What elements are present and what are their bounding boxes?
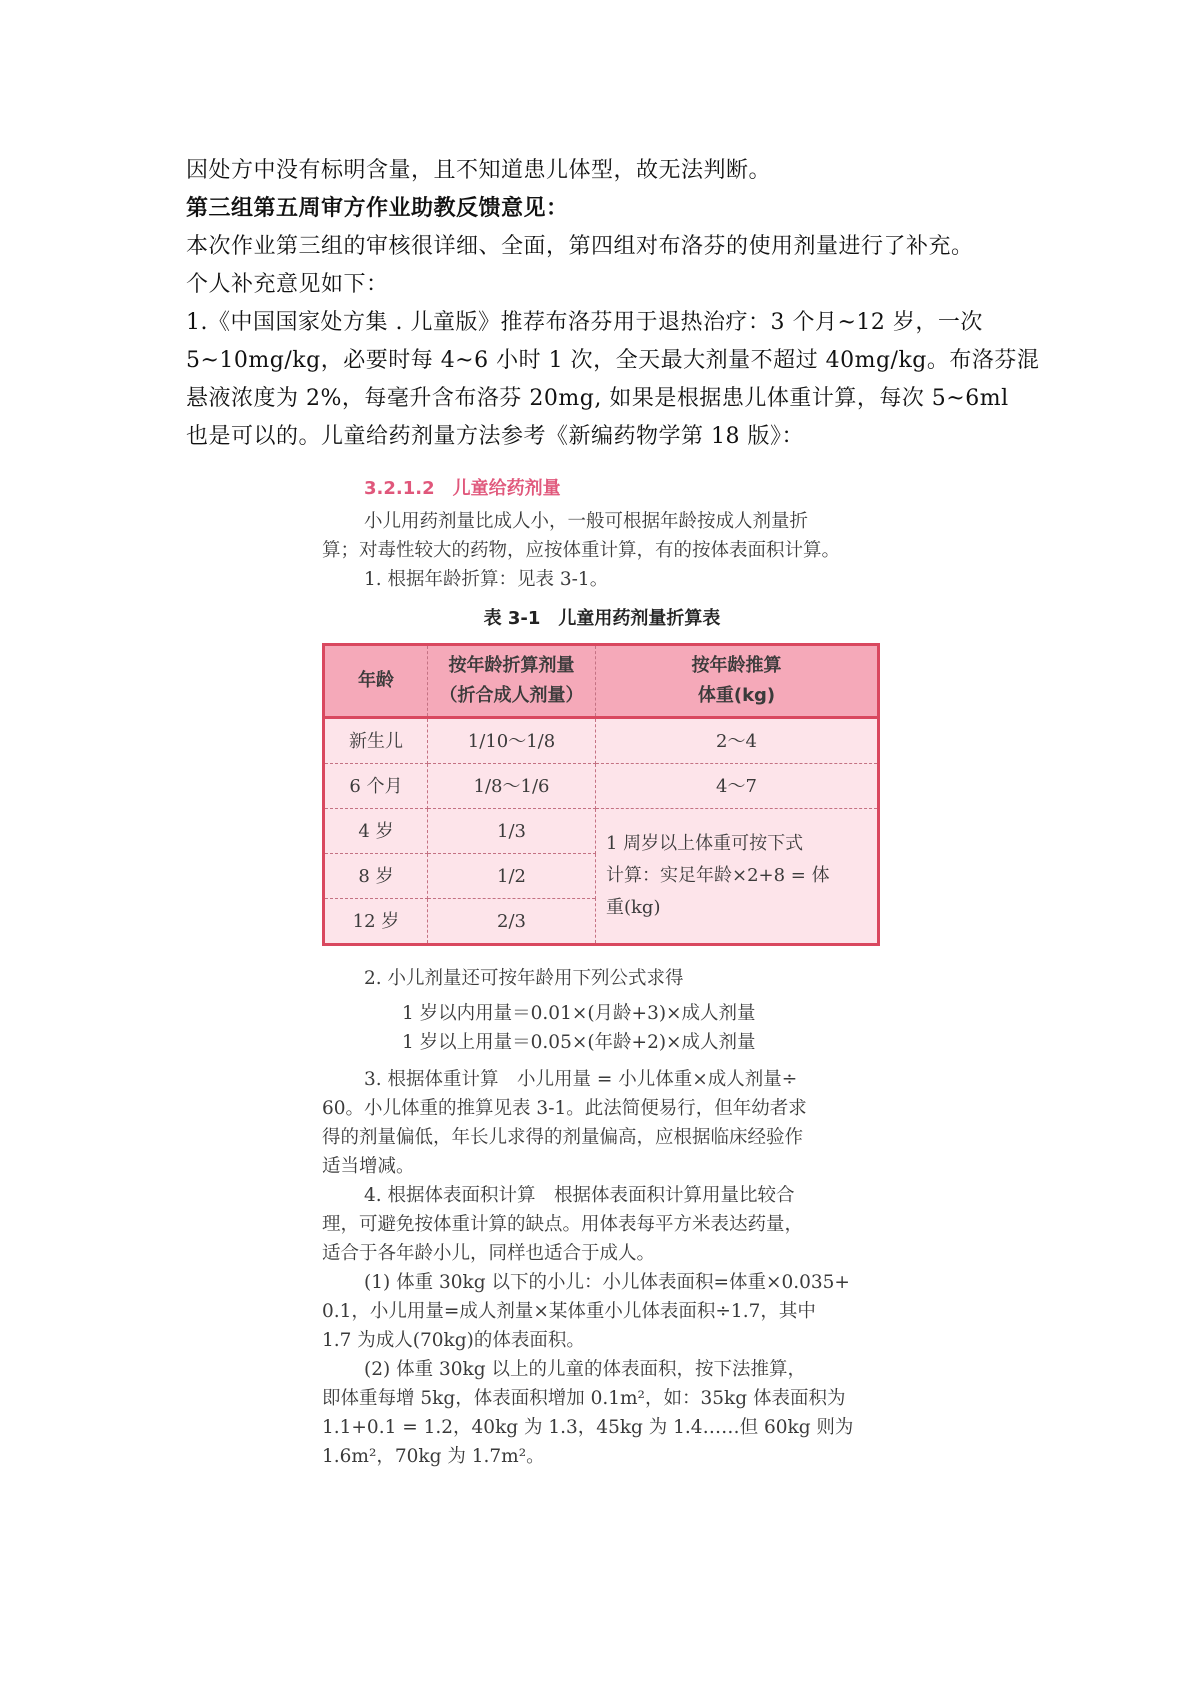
- formula-note-line: 重(kg): [606, 897, 661, 918]
- book-line: 4. 根据体表面积计算 根据体表面积计算用量比较合: [364, 1185, 795, 1206]
- book-line: 2. 小儿剂量还可按年龄用下列公式求得: [364, 968, 684, 989]
- table-row: [324, 764, 879, 809]
- cell-dose: 1/10～1/8: [428, 718, 596, 764]
- item1-line: 悬液浓度为 2%，每毫升含布洛芬 20mg, 如果是根据患儿体重计算，每次 5~6ml: [186, 386, 1009, 411]
- cell-age: 6 个月: [324, 764, 428, 809]
- book-line: 1.1+0.1 = 1.2，40kg 为 1.3，45kg 为 1.4……但 60kg 则为: [322, 1417, 854, 1438]
- cell-dose: 1/3: [428, 809, 596, 854]
- item1-line: 5~10mg/kg，必要时每 4~6 小时 1 次，全天最大剂量不超过 40mg/kg。布洛芬混: [186, 348, 1040, 373]
- formula-line: 1 岁以内用量＝0.01×(月龄+3)×成人剂量: [402, 1003, 756, 1024]
- table-title: 表 3-1 儿童用药剂量折算表: [483, 608, 721, 629]
- book-line: 即体重每增 5kg，体表面积增加 0.1m²，如：35kg 体表面积为: [322, 1388, 846, 1409]
- table-row: [324, 809, 879, 854]
- header-weight: [596, 645, 879, 718]
- formula-note-line: 1 周岁以上体重可按下式: [606, 833, 804, 854]
- header-dose-line: （折合成人剂量）: [439, 685, 584, 706]
- header-dose: [428, 645, 596, 718]
- header-weight-line: 体重(kg): [697, 685, 776, 706]
- text-line: 因处方中没有标明含量，且不知道患儿体型，故无法判断。: [186, 158, 772, 183]
- table-row: [324, 718, 879, 764]
- cell-age: 4 岁: [324, 809, 428, 854]
- section-title: 3.2.1.2 儿童给药剂量: [364, 478, 561, 499]
- text-line: 个人补充意见如下：: [186, 272, 389, 297]
- item1-line: 1.《中国国家处方集 . 儿童版》推荐布洛芬用于退热治疗：3 个月~12 岁，一次: [186, 310, 983, 335]
- book-line: 1. 根据年龄折算：见表 3-1。: [364, 569, 609, 590]
- book-line: (1) 体重 30kg 以下的小儿：小儿体表面积=体重×0.035+: [364, 1272, 850, 1293]
- feedback-heading: 第三组第五周审方作业助教反馈意见：: [186, 196, 569, 221]
- table-header-row: [324, 645, 879, 718]
- cell-weight: 2～4: [596, 718, 879, 764]
- book-line: 算；对毒性较大的药物，应按体重计算，有的按体表面积计算。: [322, 540, 841, 561]
- book-line: 适当增减。: [322, 1156, 415, 1177]
- header-weight-line: 按年龄推算: [691, 655, 782, 676]
- cell-age: 8 岁: [324, 854, 428, 899]
- book-line: 理，可避免按体重计算的缺点。用体表每平方米表达药量，: [322, 1214, 804, 1235]
- cell-weight: 4～7: [596, 764, 879, 809]
- item1-line: 也是可以的。儿童给药剂量方法参考《新编药物学第 18 版》：: [186, 424, 804, 449]
- intro-paragraphs: [186, 152, 1040, 456]
- dose-conversion-table: [322, 643, 880, 946]
- book-line: 适合于各年龄小儿，同样也适合于成人。: [322, 1243, 656, 1264]
- cell-age: 新生儿: [324, 718, 428, 764]
- formula-line: 1 岁以上用量＝0.05×(年龄+2)×成人剂量: [402, 1032, 756, 1053]
- formula-note-line: 计算：实足年龄×2+8 = 体: [606, 865, 830, 886]
- cell-weight-formula: [596, 809, 879, 945]
- book-line: 1.7 为成人(70kg)的体表面积。: [322, 1330, 585, 1351]
- book-line: 3. 根据体重计算 小儿用量 = 小儿体重×成人剂量÷: [364, 1069, 798, 1090]
- book-line: 1.6m²，70kg 为 1.7m²。: [322, 1446, 545, 1467]
- cell-dose: 1/8～1/6: [428, 764, 596, 809]
- text-line: 本次作业第三组的审核很详细、全面，第四组对布洛芬的使用剂量进行了补充。: [186, 234, 974, 259]
- cell-dose: 1/2: [428, 854, 596, 899]
- cell-dose: 2/3: [428, 899, 596, 945]
- cell-age: 12 岁: [324, 899, 428, 945]
- book-line: 得的剂量偏低，年长儿求得的剂量偏高，应根据临床经验作: [322, 1127, 804, 1148]
- book-line: 60。小儿体重的推算见表 3-1。此法简便易行，但年幼者求: [322, 1098, 807, 1119]
- book-excerpt-image: [322, 474, 882, 1471]
- book-line: (2) 体重 30kg 以上的儿童的体表面积，按下法推算，: [364, 1359, 806, 1380]
- book-line: 小儿用药剂量比成人小，一般可根据年龄按成人剂量折: [364, 511, 809, 532]
- header-dose-line: 按年龄折算剂量: [448, 655, 575, 676]
- header-age: 年龄: [324, 645, 428, 718]
- book-line: 0.1，小儿用量=成人剂量×某体重小儿体表面积÷1.7，其中: [322, 1301, 816, 1322]
